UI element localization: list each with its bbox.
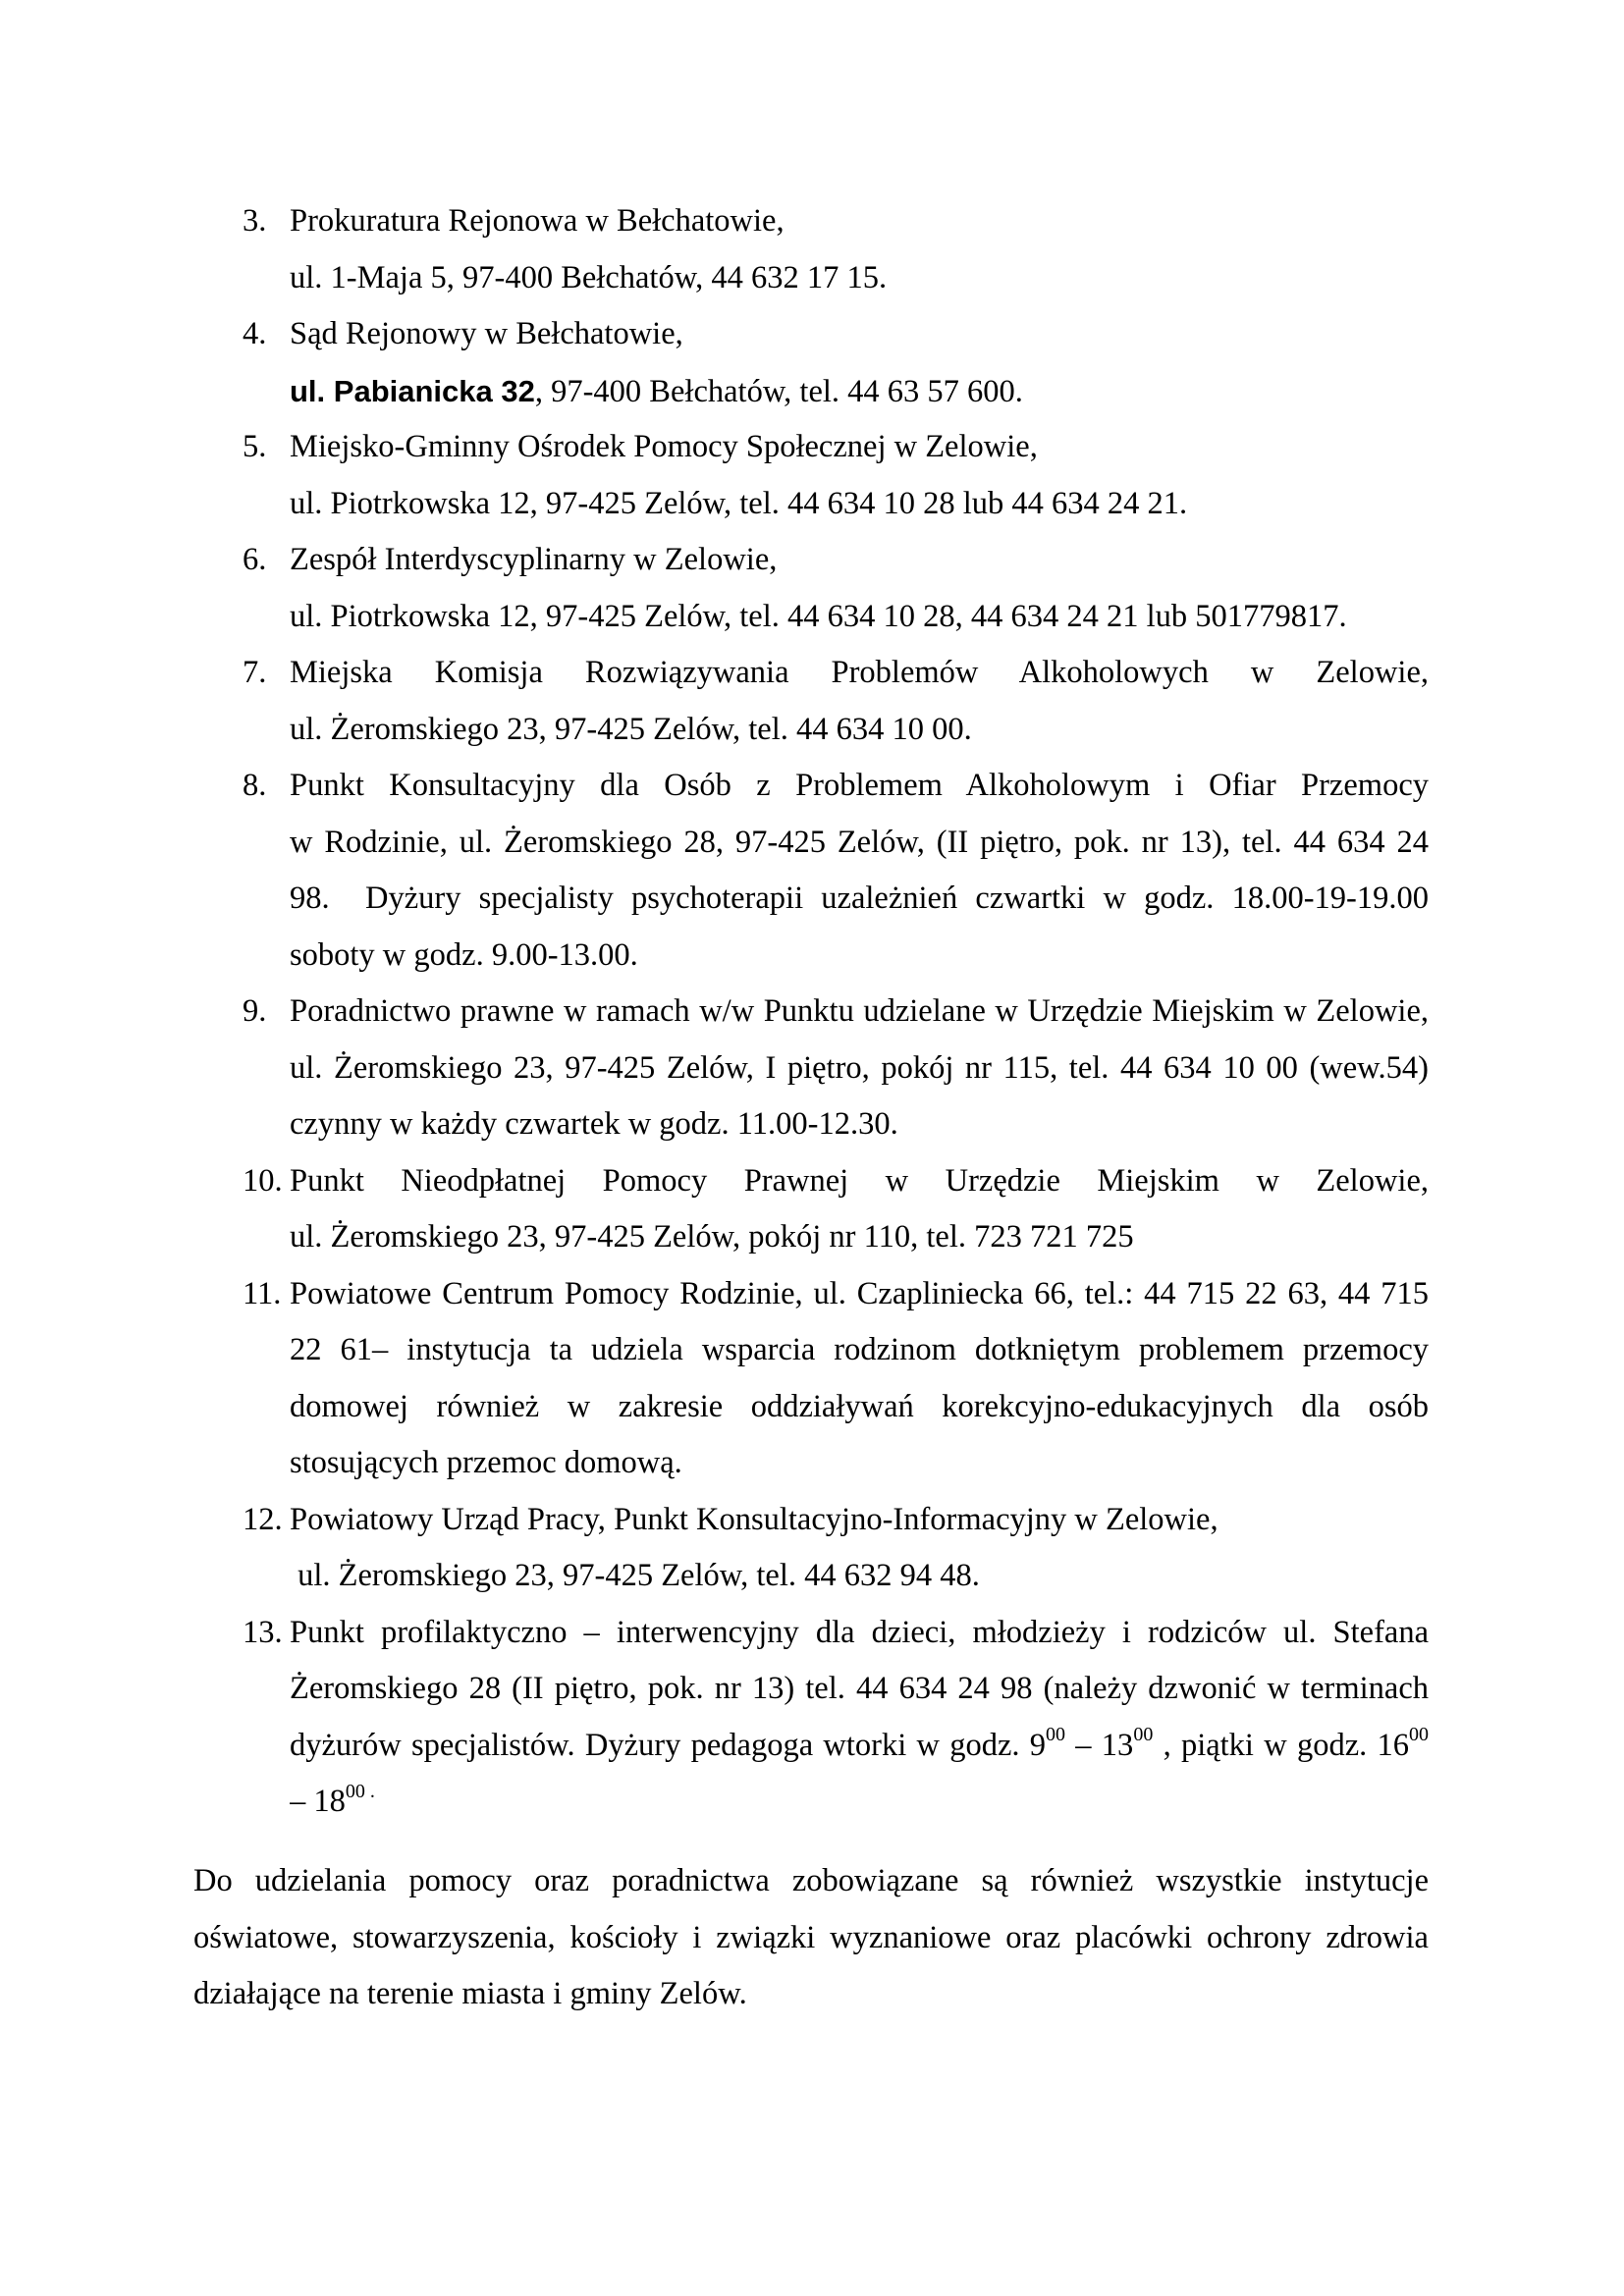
text-line: [290, 1605, 1429, 1662]
text-segment: – 18: [290, 1784, 346, 1819]
text-segment: Powiatowy Urząd Pracy, Punkt Konsultacyjno-Informacyjny w Zelowie,: [290, 1501, 1218, 1537]
list-item: [243, 1492, 1429, 1605]
text-line: [290, 1718, 1429, 1775]
text-segment: Sąd Rejonowy w Bełchatowie,: [290, 316, 683, 351]
list-item-number: 9.: [243, 993, 267, 1029]
superscript-text: 00: [1046, 1724, 1066, 1746]
text-segment: Punkt Nieodpłatnej Pomocy Prawnej w Urzędzie Miejskim w Zelowie,: [290, 1162, 1429, 1199]
text-line: [290, 984, 1429, 1041]
text-line: [290, 1041, 1429, 1097]
text-segment: ul. Żeromskiego 23, 97-425 Zelów, tel. 44 632 94 48.: [290, 1558, 980, 1593]
text-segment: czynny w każdy czwartek w godz. 11.00-12.30.: [290, 1106, 898, 1142]
list-item-number: 6.: [243, 542, 267, 577]
text-line: [290, 1774, 1429, 1831]
paragraph-line: [193, 1853, 1429, 1910]
text-line: [290, 363, 1429, 420]
list-item-number: 5.: [243, 429, 267, 464]
text-line: [290, 815, 1429, 872]
text-line: [290, 1548, 1429, 1605]
text-segment: ul. Żeromskiego 23, 97-425 Zelów, I piętro, pokój nr 115, tel. 44 634 10 00 (wew.54): [290, 1049, 1429, 1086]
list-item-number: 8.: [243, 768, 267, 803]
text-line: [290, 758, 1429, 815]
text-segment: ul. Piotrkowska 12, 97-425 Zelów, tel. 44 634 10 28, 44 634 24 21 lub 501779817.: [290, 598, 1347, 634]
list-item-number: 3.: [243, 203, 267, 239]
text-segment: Zespół Interdyscyplinarny w Zelowie,: [290, 542, 778, 577]
text-segment: Punkt Konsultacyjny dla Osób z Problemem Alkoholowym i Ofiar Przemocy: [290, 768, 1429, 803]
list-item: [243, 984, 1429, 1153]
text-segment: Prokuratura Rejonowa w Bełchatowie,: [290, 203, 785, 239]
text-line: [290, 589, 1429, 646]
text-line: [290, 645, 1429, 702]
text-segment: stosujących przemoc domową.: [290, 1445, 682, 1480]
list-item: [243, 419, 1429, 532]
text-segment: ul. Piotrkowska 12, 97-425 Zelów, tel. 44 634 10 28 lub 44 634 24 21.: [290, 485, 1188, 521]
text-line: [290, 1435, 1429, 1492]
text-segment: ul. 1-Maja 5, 97-400 Bełchatów, 44 632 17 15.: [290, 259, 888, 295]
text-line: [290, 532, 1429, 589]
list-item: [243, 193, 1429, 306]
text-segment: Miejsko-Gminny Ośrodek Pomocy Społecznej w Zelowie,: [290, 429, 1038, 464]
text-line: [290, 1153, 1429, 1210]
text-line: [290, 306, 1429, 363]
superscript-text: 00: [1409, 1724, 1429, 1746]
list-item: [243, 758, 1429, 984]
text-segment: , piątki w godz. 16: [1153, 1727, 1409, 1763]
text-line: [290, 702, 1429, 759]
list-item-number: 4.: [243, 316, 267, 351]
text-line: [290, 250, 1429, 307]
list-item: [243, 1605, 1429, 1831]
text-segment: – 13: [1065, 1727, 1134, 1763]
bold-address-text: ul. Pabianicka 32: [290, 373, 535, 408]
text-segment: Żeromskiego 28 (II piętro, pok. nr 13) tel. 44 634 24 98 (należy dzwonić w terminach: [290, 1671, 1429, 1706]
numbered-list: [243, 193, 1429, 1831]
text-segment: ul. Żeromskiego 23, 97-425 Zelów, tel. 44 634 10 00.: [290, 711, 972, 747]
text-line: [290, 476, 1429, 533]
text-line: [290, 1096, 1429, 1153]
list-item-number: 13.: [243, 1614, 283, 1650]
text-line: [290, 419, 1429, 476]
text-segment: w Rodzinie, ul. Żeromskiego 28, 97-425 Zelów, (II piętro, pok. nr 13), tel. 44 634 24: [290, 824, 1429, 860]
text-segment: Do udzielania pomocy oraz poradnictwa zobowiązane są również wszystkie instytucje: [193, 1863, 1429, 1898]
paragraph-line: [193, 1966, 1429, 2023]
text-line: [290, 871, 1429, 928]
text-line: [290, 1209, 1429, 1266]
text-line: [290, 1322, 1429, 1379]
list-item: [243, 1266, 1429, 1492]
text-line: [290, 1379, 1429, 1436]
text-segment: Miejska Komisja Rozwiązywania Problemów Alkoholowych w Zelowie,: [290, 655, 1429, 690]
text-segment: ul. Żeromskiego 23, 97-425 Zelów, pokój nr 110, tel. 723 721 725: [290, 1219, 1134, 1255]
list-item-number: 12.: [243, 1501, 283, 1537]
list-item: [243, 645, 1429, 758]
text-segment: dyżurów specjalistów. Dyżury pedagoga wtorki w godz. 9: [290, 1727, 1047, 1763]
text-segment: , 97-400 Bełchatów, tel. 44 63 57 600.: [534, 373, 1023, 409]
text-line: [290, 1266, 1429, 1323]
text-line: [290, 1661, 1429, 1718]
text-segment: domowej również w zakresie oddziaływań korekcyjno-edukacyjnych dla osób: [290, 1388, 1429, 1424]
text-segment: oświatowe, stowarzyszenia, kościoły i związki wyznaniowe oraz placówki ochrony zdrowia: [193, 1919, 1429, 1955]
text-segment: 98. Dyżury specjalisty psychoterapii uzależnień czwartki w godz. 18.00-19-19.00: [290, 881, 1429, 916]
text-segment: Punkt profilaktyczno – interwencyjny dla dzieci, młodzieży i rodziców ul. Stefana: [290, 1614, 1429, 1650]
text-segment: soboty w godz. 9.00-13.00.: [290, 936, 638, 973]
text-line: [290, 928, 1429, 985]
list-item-number: 7.: [243, 655, 267, 690]
list-item-number: 10.: [243, 1162, 283, 1199]
superscript-text: 00: [1133, 1724, 1154, 1746]
list-item: [243, 532, 1429, 645]
text-segment: Poradnictwo prawne w ramach w/w Punktu udzielane w Urzędzie Miejskim w Zelowie,: [290, 993, 1429, 1029]
text-segment: Powiatowe Centrum Pomocy Rodzinie, ul. Czapliniecka 66, tel.: 44 715 22 63, 44 715: [290, 1275, 1429, 1311]
paragraph-line: [193, 1910, 1429, 1967]
closing-paragraph: [193, 1853, 1429, 2023]
superscript-text: 00 .: [345, 1780, 375, 1802]
list-item-number: 11.: [243, 1275, 282, 1311]
text-segment: działające na terenie miasta i gminy Zelów.: [193, 1976, 747, 2011]
list-item: [243, 306, 1429, 419]
text-line: [290, 193, 1429, 250]
list-item: [243, 1153, 1429, 1266]
text-line: [290, 1492, 1429, 1549]
text-segment: 22 61– instytucja ta udziela wsparcia rodzinom dotkniętym problemem przemocy: [290, 1332, 1429, 1367]
